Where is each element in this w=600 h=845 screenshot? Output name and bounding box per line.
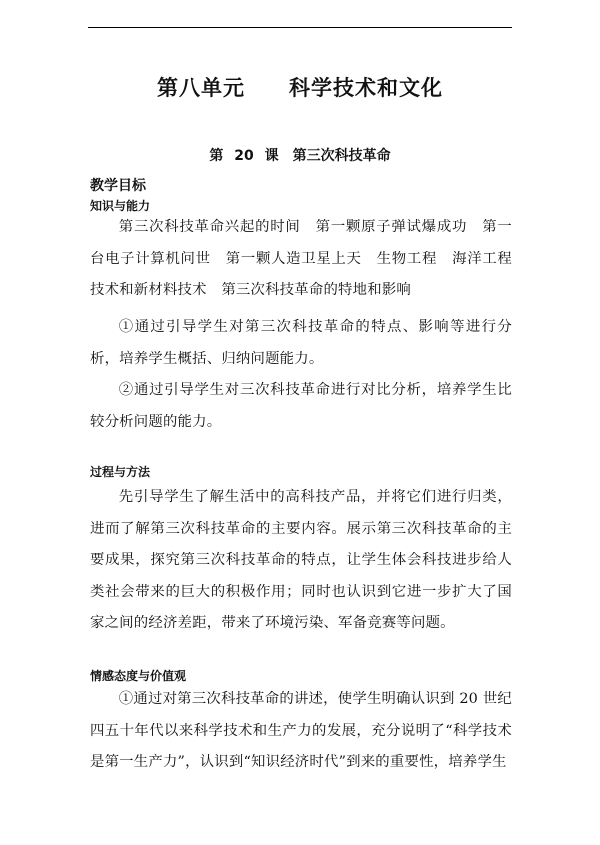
knowledge-paragraph-2: ①通过引导学生对第三次科技革命的特点、影响等进行分析，培养学生概括、归纳问题能力。 [90,319,512,367]
process-paragraph: 先引导学生了解生活中的高科技产品，并将它们进行归类，进而了解第三次科技革命的主要内容。展示第三次科技革命的主要成果，探究第三次科技革命的特点，让学生体会科技进步给人类社会带来的巨大的积极作用；同时也认识到它进一步扩大了国家之间的经济差距，带来了环境污染、军备竞赛等问题。 [90,489,512,631]
top-rule [88,27,512,28]
values-paragraph: ①通过对第三次科技革命的讲述，使学生明确认识到 20 世纪四五十年代以来科学技术和生产力的发展，充分说明了“科学技术是第一生产力”，认识到“知识经济时代”到来的重要性，培养学生 [90,691,512,770]
lesson-title: 第 20 课 第三次科技革命 [209,148,391,164]
knowledge-paragraph-3: ②通过引导学生对三次科技革命进行对比分析，培养学生比较分析问题的能力。 [90,382,512,430]
attitude-values-heading: 情感态度与价值观 [90,669,187,683]
unit-title: 第八单元 科学技术和文化 [157,76,443,100]
teaching-objectives-heading: 教学目标 [90,178,146,194]
knowledge-ability-heading: 知识与能力 [90,199,151,213]
process-method-heading: 过程与方法 [90,465,151,479]
knowledge-paragraph-1: 第三次科技革命兴起的时间 第一颗原子弹试爆成功 第一台电子计算机问世 第一颗人造卫星上天 生物工程 海洋工程技术和新材料技术 第三次科技革命的特地和影响 [90,219,512,298]
